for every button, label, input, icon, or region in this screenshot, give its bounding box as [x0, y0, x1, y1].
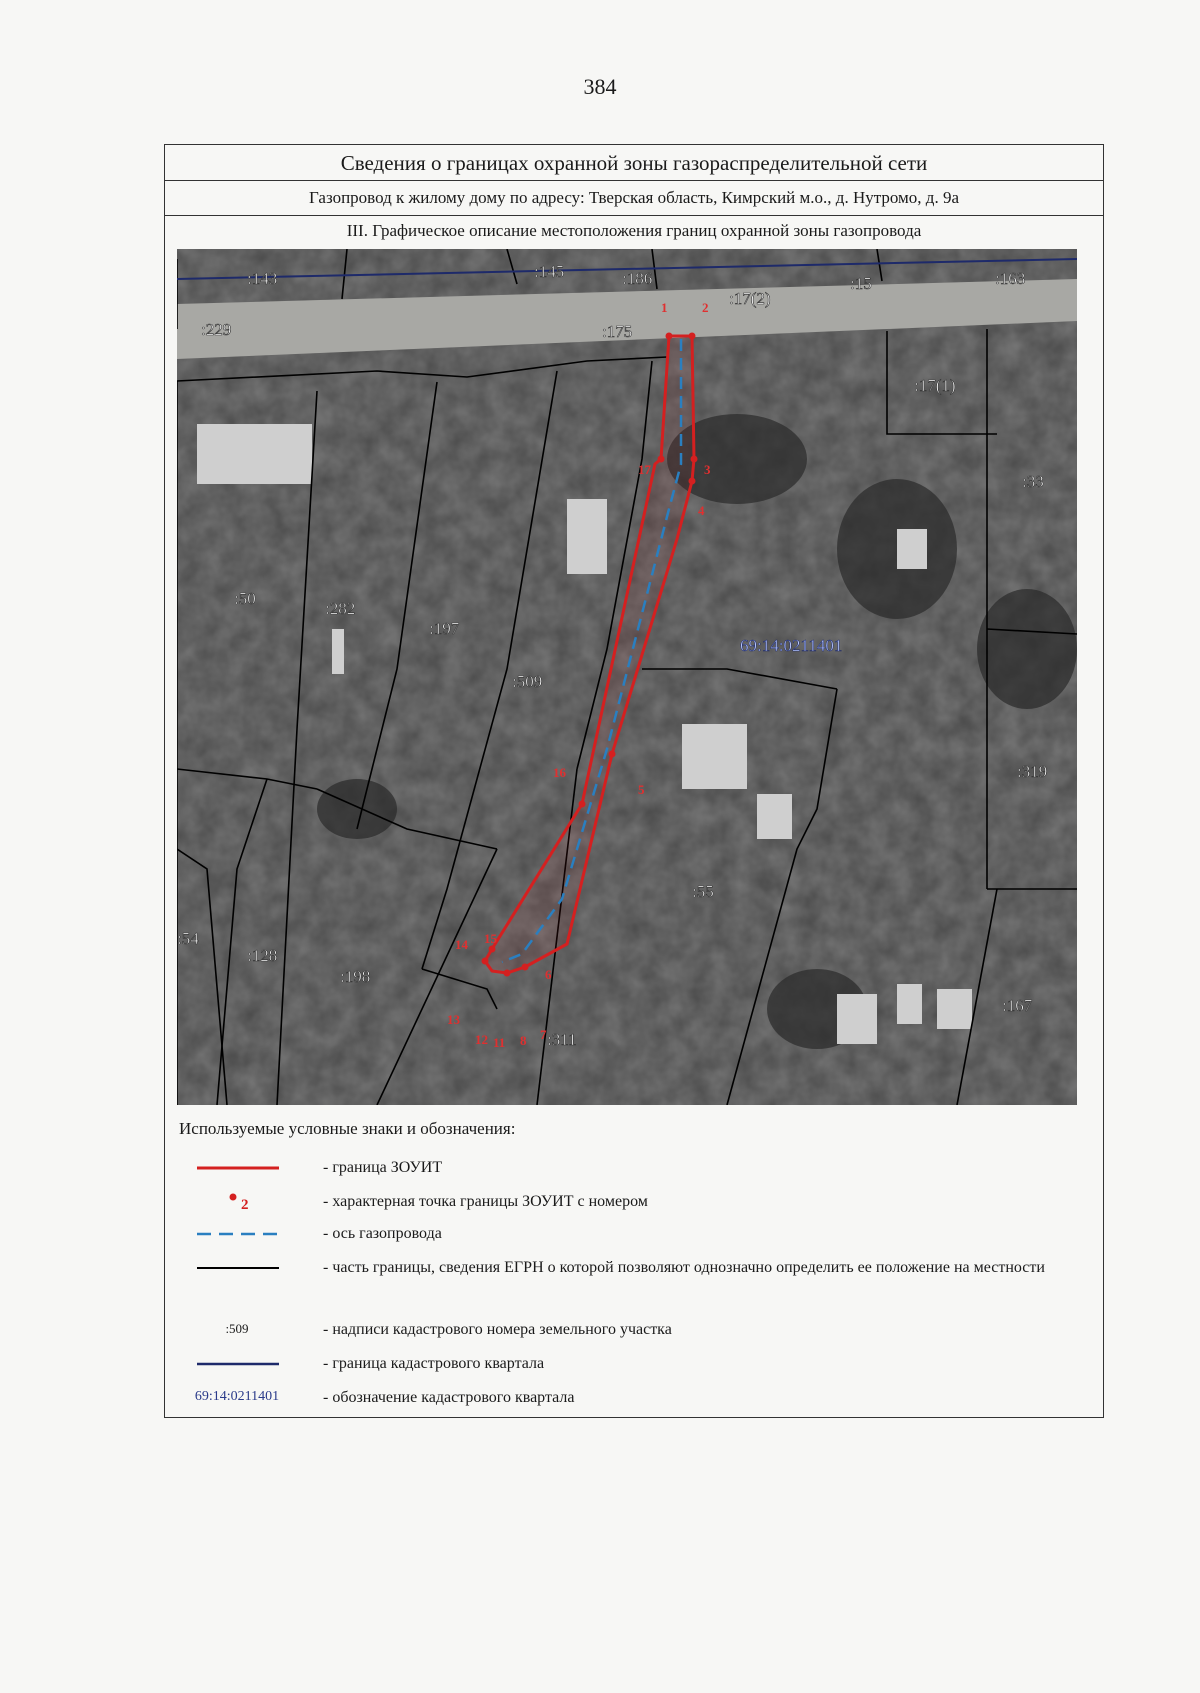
parcel-label: :167 [1002, 996, 1033, 1015]
blue-dashed-line-icon [189, 1219, 285, 1249]
point-label: 8 [520, 1033, 527, 1048]
parcel-label: :311 [547, 1030, 577, 1049]
legend-text: - граница ЗОУИТ [323, 1159, 443, 1176]
legend-text: - часть границы, сведения ЕГРН о которой позволяют однозначно определить ее положение на местности [323, 1259, 1045, 1276]
point-label: 16 [553, 765, 566, 780]
parcel-label: :17(1) [914, 376, 956, 395]
parcel-label: :163 [995, 269, 1026, 288]
parcel-label-sample [189, 1315, 285, 1345]
legend-item-zone-boundary [165, 1153, 1103, 1183]
parcel-label: :282 [325, 599, 356, 618]
legend-symbol-label: :509 [225, 1321, 249, 1336]
parcel-label: :143 [247, 269, 278, 288]
zone-point-5 [609, 751, 616, 758]
point-label: 14 [455, 937, 468, 952]
point-label: 15 [484, 931, 497, 946]
red-point-icon [189, 1187, 285, 1217]
navy-line-icon [189, 1349, 285, 1379]
parcel-label: :229 [201, 320, 232, 339]
parcel-label: :175 [602, 322, 633, 341]
document-subtitle: Газопровод к жилому дому по адресу: Тверская область, Кимрский м.о., д. Нутромо, д. 9а [165, 181, 1103, 216]
point-label: 4 [698, 503, 705, 518]
point-label: 11 [493, 1035, 506, 1050]
legend-symbol-label: 2 [241, 1197, 249, 1213]
zone-point-16 [579, 801, 586, 808]
red-line-icon [189, 1153, 285, 1183]
map-view[interactable] [177, 249, 1077, 1105]
legend-text: - граница кадастрового квартала [323, 1355, 545, 1372]
point-label: 17 [638, 462, 651, 477]
legend-text: - характерная точка границы ЗОУИТ с номером [323, 1193, 648, 1210]
parcel-label: :509 [512, 672, 543, 691]
parcel-label: :198 [340, 967, 371, 986]
parcel-label: :17(2) [729, 289, 771, 308]
zone-point-2 [689, 333, 696, 340]
legend-item-pipeline-axis [165, 1219, 1103, 1249]
document-title: Сведения о границах охранной зоны газораспределительной сети [165, 145, 1103, 181]
point-label: 12 [475, 1032, 488, 1047]
parcel-label: :15 [850, 274, 872, 293]
point-label: 7 [540, 1027, 547, 1042]
point-label: 1 [661, 300, 668, 315]
parcel-label: :128 [247, 946, 278, 965]
legend-text: - надписи кадастрового номера земельного участка [323, 1321, 672, 1338]
point-label: 6 [545, 967, 552, 982]
point-label: 2 [702, 300, 709, 315]
zone-point-8 [504, 970, 511, 977]
legend-item-parcel-label [165, 1315, 1103, 1345]
legend-text: - ось газопровода [323, 1225, 442, 1242]
zone-point-13 [482, 958, 489, 965]
parcel-label: :145 [534, 262, 565, 281]
legend-heading: Используемые условные знаки и обозначения: [179, 1119, 516, 1138]
map-svg [177, 249, 1077, 1105]
section-heading: III. Графическое описание местоположения границ охранной зоны газопровода [346, 221, 922, 240]
zone-point-17 [658, 456, 665, 463]
legend-symbol-label: 69:14:0211401 [194, 1389, 280, 1404]
quarter-label-sample [189, 1383, 285, 1413]
parcel-label: :54 [177, 929, 199, 948]
zone-point-1 [666, 333, 673, 340]
quarter-label: 69:14:0211401 [740, 636, 843, 655]
legend-text: - обозначение кадастрового квартала [323, 1389, 575, 1406]
legend-item-quarter-boundary [165, 1349, 1103, 1379]
parcel-label: :197 [429, 619, 460, 638]
legend-item-egrn-boundary [165, 1253, 1103, 1305]
parcel-label: :186 [622, 269, 653, 288]
point-label: 3 [704, 462, 711, 477]
parcel-label: :50 [234, 589, 256, 608]
point-label: 5 [638, 782, 645, 797]
zone-point-4 [689, 478, 696, 485]
parcel-label: :55 [692, 882, 714, 901]
zone-point-14 [489, 946, 496, 953]
parcel-label: :319 [1017, 762, 1048, 781]
zone-point-3 [691, 456, 698, 463]
zone-point-6 [522, 964, 529, 971]
parcel-label: :33 [1022, 472, 1044, 491]
legend-panel [164, 1105, 1104, 1418]
legend-item-quarter-label [165, 1383, 1103, 1413]
legend-item-zone-point [165, 1187, 1103, 1217]
point-label: 13 [447, 1012, 460, 1027]
black-line-icon [189, 1253, 285, 1283]
page-number: 384 [583, 74, 617, 99]
